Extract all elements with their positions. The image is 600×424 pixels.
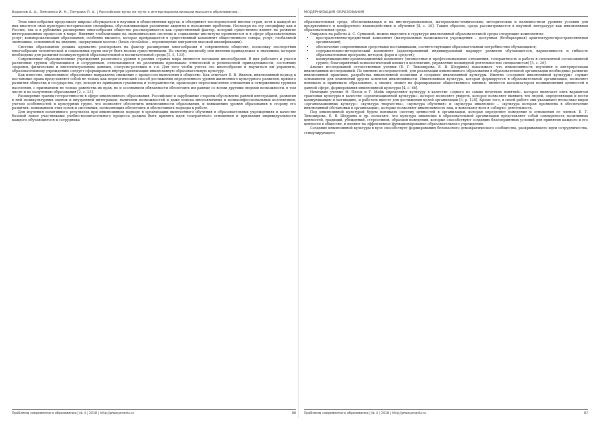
page-number: 87 xyxy=(583,411,588,415)
paragraph: Опираясь на работы А. С. Сунцовой, можно выделить в структуре инклюзивной образовательной среды следующие компоненты: xyxy=(310,32,544,37)
paragraph: Создание инклюзивной культуры в вузе способствует формированию безопасного демократического сообщества, раскрывающего идеи сотрудничества, стимулирующего xyxy=(304,126,588,135)
gutter-divider xyxy=(298,8,299,418)
paragraph: Немецкие ученые Н. Плеск и Т. Майк определяют культуру в качестве «одного из самых нечетких понятий», которое включает пять вариантов трактовки культуры в качестве «организационной культуры», которое позволяет увидеть, которое позволяет выявить тех людей, определяющих и вести коммуникацию и мотивацию, и работать вместе для достижения целей организации [5, р. 128]. Кроме того, в своей работе они указывают несколько видов «организационных культур»: «культура творчества», «культура обучения» и «культура инклюзии» – «культура которая проявлена в обеспечение инклюзивной обстановки в организации», которые позволяют инклюзивность лиц, и вовлекают всех в «общую» деятельность. xyxy=(304,89,588,110)
left-page xyxy=(12,10,296,415)
running-head: Воронов А. А., Левченко И. Н., Петрова П. А. | Российские вузы на пути к интернационализации высшего образования... xyxy=(12,10,296,17)
page-footer xyxy=(12,409,296,415)
paragraph: Современные образовательные учреждения различного уровня в разных странах мира являются потоками многообразия. В них работают и учатся различные группы обучающихся и сотрудников, отличающиеся по различным признакам: этнической и религиозной принадлежности, состоянию здоровья, физическим и интеллектуальным данным, статусно-ролевым и т.п. Для того чтобы учесть это многообразие и научиться им управлять, образовательному учреждению следует сформировать внутри организации инклюзивную образовательную культуру. xyxy=(12,56,296,74)
list-item: • обеспечение современными средствами поставщиками, соответствующим образовательным потребностям обучающихся; xyxy=(316,45,588,49)
page-footer xyxy=(304,409,588,415)
paragraph: Анализ исследований отечественных ученых (Е. Г. Тихомирова, Е. В. Шедрина) показывает, что инклюзивность изучения и интерпретации инклюзивных исследований. По мнению исследователей, для реализации инклюзивного образования в образовательной организации необходимо развитие инклюзивной практики, разработка инклюзивной политики и создание инклюзивной культуры. Именно «создание инклюзивной культуры» служит основанием для изменений других аспектов инклюзивности. Инклюзивная культура, которая формируется в образовательной организации, позволяет понимать и принимать образование, а значит, может на формирование общественного мнения, является катализатором возникновения ценностей в данной сфере, формирования инклюзивной культуры [4, с. 66]. xyxy=(304,65,588,90)
body-text xyxy=(12,20,296,122)
paragraph: Система образования должна адекватно реагировать на фактор расширения многообразия в современном обществе, поскольку последствия многообразия человеческой и социальных групп могут быть весьма существенными. По своему масштабу они явления принадлежат к значимым, которые необходимо для развития поликультурной образовательной и воспитательной среды [1, 5, 133]. xyxy=(12,44,296,57)
list-item: • коммуникационно-организационный компонент (личностные и профессиональные отношения, толерантность и работа в сплоченной согласованной группе, благоприятный психологический климат в коллективе, управление командной деятельностью специалистов) [5, с. 26]. xyxy=(316,57,588,65)
running-head: МОДЕРНИЗАЦИЯ ОБРАЗОВАНИЯ xyxy=(304,10,588,17)
component-list xyxy=(304,36,588,65)
footer-journal: Проблемы современного образования | № 4 | 2018 | http://www.pmedu.ru xyxy=(304,411,426,415)
list-item: • содержательно-методический компонент (адаптированный индивидуальный маршрут развития обучающегося, вариативность и гибкость образовательных программ, методов, форм и средств); xyxy=(316,49,588,57)
paragraph: Как известно, инклюзивное образование направлено снижение с процессом включения в общество. Как отмечает Е. В. Иванов, инклюзивный подход к постановке права представляет собой не только как педагогический способ достижения определенного уровня жизненного культурного развития, прямого развития общества и государства, где, исходя из принципов гуманизма и толерантности, происходит переосмысление отношения к отверженным группам населения, с признанием не только равенства их прав, но и осознанием обязанности обеспечить им равные со всеми другими людьми возможности, в том числе и по получению образования [2, с. 23]. xyxy=(12,73,296,94)
right-page xyxy=(304,10,588,415)
paragraph: Тема многообразия продолжает широко обсуждаться в научных и общественных кругах, и объединяет последователей многих стран, хотя к каждой из них вносятся свои культурно-исторические специфика, обусловливающая различные акценты и положение проблемы. Несмотря на эту специфику как в России, так и в рубежных расширение многообразия общество рассматривается как существенный фактор, который существенно влияет на развитие интеграционных процессов в мире. Влияние глобализации на экономические системы и социальные институты проявляется и в сфере образовательных услуг; коммерсиализация образования, особенно высшего, которое превращается в существенный компонент общественного товара, услуг; глобальной экономики, основанной на знаниях, «циркуляции мозгов» (brain circulation – перемещение мигрантов высокой квалификации). xyxy=(12,20,296,45)
paragraph: Под инклюзивной культурой будем понимать систему ценностей в организации, которая определяет поведение и отношения ее членов. Е. Г. Тихомирова, Е. В. Шедрина и др. полагают, что культура инклюзии в образовательной организации представляет собой совокупность позитивных ценностей, традиций, убеждений, стереотипов, образцов поведения, которые способствуют созданию благоприятных условий для принятия каждого и его ценности в обществе, и влияют на эффективное функционирование образовательного учреждения. xyxy=(304,110,588,127)
page-number: 86 xyxy=(291,411,296,415)
footer-journal: Проблемы современного образования | № 4 | 2018 | http://www.pmedu.ru xyxy=(12,411,134,415)
paragraph: Для изучения позитивного результата при инклюзивном подходе в организации включенного обучения в образовательных учреждениях и качестве базовой новое участниками учебно-воспитательного процесса должна быть принята идея толерантного отношения и признания индивидуальности каждого обучающегося и сотрудника xyxy=(12,110,296,123)
list-item: • пространственно-предметный компонент (материальные возможности учреждения – доступная (безбарьерная) архитектурно-пространственная организация); xyxy=(316,36,588,44)
body-text xyxy=(304,20,588,135)
paragraph: образовательная среда, обеспечивающая и на институциональном, материально-технических, методических и наличностном уровнях условия для продуктивного и комфортного взаимодействия и обучения [4, с. 26]. Таким образом, среда рассматривается в научной литературе как инклюзивная образовательная среда. xyxy=(304,20,588,33)
paragraph: Расширение границ гетерогенности в сфере инклюзивного образования. Российские и зарубежные стороны обусловлено ранней интеграцией, развития в ней поликультурных оценок и внутренней интеграции; наличием возможностей и даже поиска многоязычных и поликонфессиональных коллективов; учетом особенностей и культурных групп, что позволяет обеспечить инклюзивности образования, и повышению уровня образования в сторону его развития, пониманием этих основ и системных, позволяющих обеспечить и обеспечивать подходы к работе. xyxy=(12,93,296,110)
